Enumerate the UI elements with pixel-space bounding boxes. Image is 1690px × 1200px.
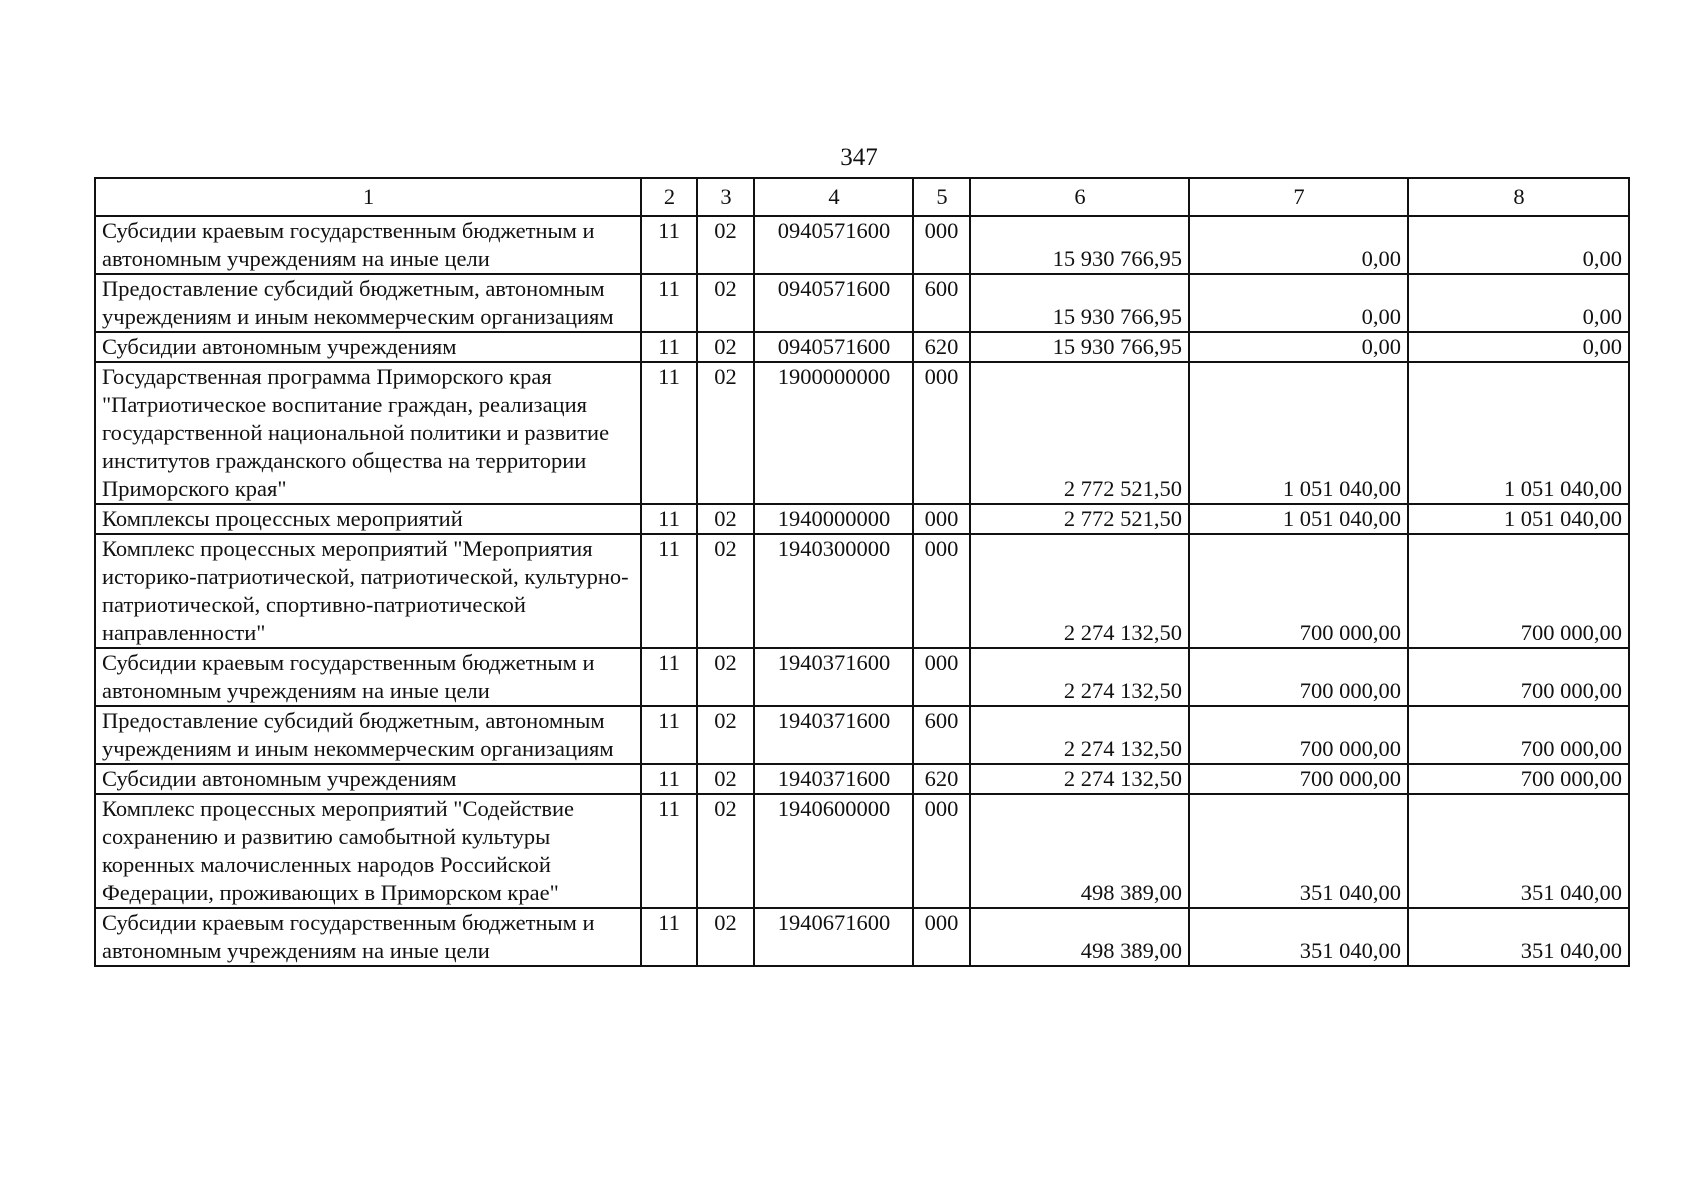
amount-col8: 700 000,00 [1408,648,1629,706]
code-target: 1940671600 [754,908,913,966]
amount-col8: 0,00 [1408,332,1629,362]
code-section: 11 [641,504,697,534]
header-row [95,178,1629,216]
code-expense-type: 000 [913,534,970,648]
code-target: 1940300000 [754,534,913,648]
amount-col7: 700 000,00 [1189,534,1408,648]
code-subsection: 02 [697,274,754,332]
code-section: 11 [641,794,697,908]
row-name: Субсидии краевым государственным бюджетным и автономным учреждениям на иные цели [95,648,641,706]
budget-table [94,177,1630,967]
code-section: 11 [641,332,697,362]
code-expense-type: 600 [913,706,970,764]
table-row [95,504,1629,534]
table-row [95,648,1629,706]
table-row [95,764,1629,794]
code-section: 11 [641,764,697,794]
code-subsection: 02 [697,216,754,274]
code-section: 11 [641,908,697,966]
row-name: Предоставление субсидий бюджетным, автономным учреждениям и иным некоммерческим организациям [95,706,641,764]
column-header: 6 [970,178,1189,216]
row-name: Субсидии автономным учреждениям [95,332,641,362]
code-subsection: 02 [697,362,754,504]
amount-col7: 351 040,00 [1189,908,1408,966]
amount-col6: 498 389,00 [970,794,1189,908]
code-subsection: 02 [697,706,754,764]
code-target: 1940600000 [754,794,913,908]
row-name: Субсидии краевым государственным бюджетным и автономным учреждениям на иные цели [95,216,641,274]
amount-col6: 498 389,00 [970,908,1189,966]
row-name: Комплекс процессных мероприятий "Содействие сохранению и развитию самобытной культуры коренных малочисленных народов Российской Федерации, проживающих в Приморском крае" [95,794,641,908]
code-target: 0940571600 [754,332,913,362]
code-target: 1940371600 [754,706,913,764]
amount-col8: 1 051 040,00 [1408,362,1629,504]
code-expense-type: 000 [913,362,970,504]
code-expense-type: 000 [913,794,970,908]
code-subsection: 02 [697,648,754,706]
code-target: 1940371600 [754,764,913,794]
amount-col7: 0,00 [1189,332,1408,362]
amount-col7: 700 000,00 [1189,706,1408,764]
code-section: 11 [641,216,697,274]
code-expense-type: 600 [913,274,970,332]
table-row [95,274,1629,332]
row-name: Комплекс процессных мероприятий "Мероприятия историко-патриотической, патриотической, культурно-патриотической, спортивно-патриотической направленности" [95,534,641,648]
amount-col8: 1 051 040,00 [1408,504,1629,534]
code-subsection: 02 [697,332,754,362]
table-row [95,706,1629,764]
amount-col6: 2 772 521,50 [970,504,1189,534]
amount-col6: 2 274 132,50 [970,764,1189,794]
code-subsection: 02 [697,534,754,648]
amount-col8: 0,00 [1408,216,1629,274]
column-header: 8 [1408,178,1629,216]
column-header: 4 [754,178,913,216]
code-target: 0940571600 [754,216,913,274]
column-header: 1 [95,178,641,216]
amount-col6: 2 274 132,50 [970,706,1189,764]
table-row [95,216,1629,274]
code-section: 11 [641,706,697,764]
page-number: 347 [840,144,878,171]
amount-col7: 1 051 040,00 [1189,362,1408,504]
code-expense-type: 000 [913,216,970,274]
code-target: 1940000000 [754,504,913,534]
code-subsection: 02 [697,504,754,534]
code-expense-type: 620 [913,332,970,362]
amount-col6: 2 274 132,50 [970,534,1189,648]
code-subsection: 02 [697,908,754,966]
row-name: Предоставление субсидий бюджетным, автономным учреждениям и иным некоммерческим организациям [95,274,641,332]
amount-col8: 700 000,00 [1408,706,1629,764]
table-row [95,534,1629,648]
amount-col7: 1 051 040,00 [1189,504,1408,534]
table-row [95,362,1629,504]
code-expense-type: 000 [913,504,970,534]
row-name: Государственная программа Приморского края "Патриотическое воспитание граждан, реализация государственной национальной политики и развитие институтов гражданского общества на территории Приморского края" [95,362,641,504]
row-name: Субсидии автономным учреждениям [95,764,641,794]
code-target: 0940571600 [754,274,913,332]
code-expense-type: 000 [913,908,970,966]
amount-col7: 700 000,00 [1189,764,1408,794]
column-header: 2 [641,178,697,216]
column-header: 3 [697,178,754,216]
code-target: 1940371600 [754,648,913,706]
amount-col6: 15 930 766,95 [970,274,1189,332]
amount-col6: 2 274 132,50 [970,648,1189,706]
amount-col8: 351 040,00 [1408,794,1629,908]
amount-col7: 700 000,00 [1189,648,1408,706]
column-header: 7 [1189,178,1408,216]
table-row [95,332,1629,362]
code-target: 1900000000 [754,362,913,504]
amount-col8: 700 000,00 [1408,764,1629,794]
table-row [95,908,1629,966]
amount-col8: 351 040,00 [1408,908,1629,966]
code-subsection: 02 [697,794,754,908]
code-section: 11 [641,274,697,332]
row-name: Комплексы процессных мероприятий [95,504,641,534]
code-expense-type: 000 [913,648,970,706]
amount-col6: 2 772 521,50 [970,362,1189,504]
amount-col7: 351 040,00 [1189,794,1408,908]
amount-col8: 700 000,00 [1408,534,1629,648]
amount-col8: 0,00 [1408,274,1629,332]
column-header: 5 [913,178,970,216]
code-subsection: 02 [697,764,754,794]
code-section: 11 [641,534,697,648]
row-name: Субсидии краевым государственным бюджетным и автономным учреждениям на иные цели [95,908,641,966]
amount-col6: 15 930 766,95 [970,216,1189,274]
amount-col7: 0,00 [1189,216,1408,274]
amount-col6: 15 930 766,95 [970,332,1189,362]
code-section: 11 [641,648,697,706]
table-row [95,794,1629,908]
code-expense-type: 620 [913,764,970,794]
code-section: 11 [641,362,697,504]
amount-col7: 0,00 [1189,274,1408,332]
